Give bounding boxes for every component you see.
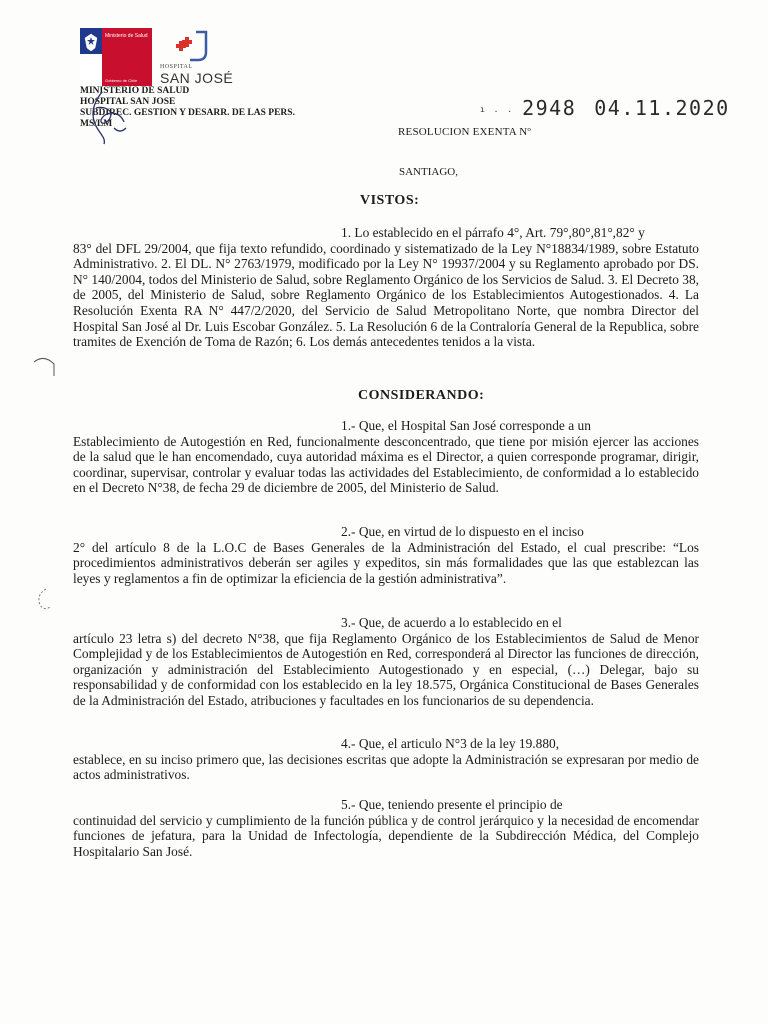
stamp-prefix: ı . . [480, 105, 515, 114]
considerando-item-first-line: 1.- Que, el Hospital San José corresponde a un [341, 418, 591, 433]
resolution-date: 04.11.2020 [594, 96, 730, 120]
vistos-first-line: 1. Lo establecido en el párrafo 4°, Art. 79°,80°,81°,82° y [341, 225, 645, 240]
considerando-item-body: Establecimiento de Autogestión en Red, funcionalmente desconcentrado, que tiene por misión ejercer las acciones de la salud que le han encomendado, cuya autoridad máxima es el Director, a quien corresponde programar, dirigir, coordinar, supervisar, controlar y evaluar todas las actividades del Establecimiento, de conformidad a lo establecido en el Decreto N°38, de fecha 29 de diciembre de 2005, del Ministerio de Salud. [73, 433, 699, 496]
considerando-item-body: continuidad del servicio y cumplimiento de la función pública y de control jerárquico y la necesidad de encomendar funciones de jefatura, para la Unidad de Infectología, dependiente de la Subdirección Médica, del Complejo Hospitalario San José. [73, 812, 699, 859]
vistos-body: 83° del DFL 29/2004, que fija texto refundido, coordinado y sistematizado de la Ley N°18834/1989, sobre Estatuto Administrativo. 2. El DL. N° 2763/1979, modificado por la Ley N° 19937/2004 y su Reglamento aprobado por DS. N° 140/2004, todos del Ministerio de Salud, sobre Reglamento Orgánico de los Servicios de Salud. 3. El Decreto 38, de 2005, del Ministerio de Salud, sobre Reglamento Orgánico de los Establecimientos Autogestionados. 4. La Resolución Exenta RA N° 447/2/2020, del Servicio de Salud Metropolitano Norte, que nombra Director del Hospital San José al Dr. Luis Escobar González. 5. La Resolución 6 de la Contraloría General de la Republica, sobre tramites de Exención de Toma de Razón; 6. Los demás antecedentes tenidos a la vista. [73, 240, 699, 350]
considerando-item-first-line: 4.- Que, el articulo N°3 de la ley 19.880, [341, 736, 560, 751]
vistos-title: VISTOS: [360, 193, 420, 208]
hospital-small-label: HOSPITAL [160, 64, 193, 70]
considerando-item-body: establece, en su inciso primero que, las decisiones escritas que adopte la Administración se expresaran por medio de actos administrativos. [73, 751, 699, 783]
punch-hole-mark [30, 585, 60, 615]
ministerio-logo [80, 28, 152, 86]
resolution-number: 2948 [522, 96, 577, 120]
considerando-item-5 [73, 797, 699, 859]
hospital-cross-icon [176, 32, 206, 60]
resolution-stamp [480, 96, 730, 120]
header-line-hospital: HOSPITAL SAN JOSE [80, 97, 176, 107]
considerando-item-first-line: 2.- Que, en virtud de lo dispuesto en el inciso [341, 524, 584, 539]
resolution-label: RESOLUCION EXENTA Nº [398, 126, 532, 138]
considerando-item-first-line: 5.- Que, teniendo presente el principio de [341, 797, 563, 812]
signature-mark [84, 88, 134, 146]
considerando-item-body: artículo 23 letra s) del decreto N°38, que fija Reglamento Orgánico de los Establecimientos de Salud de Menor Complejidad y de los Establecimientos de Autogestión en Red, corresponderá al Director las funciones de dirección, organización y administración del Establecimiento Autogestionado y en especial, (…) Delegar, bajo su responsabilidad y de conformidad con los establecido en la ley 18.575, Orgánica Constitucional de Bases Generales de la Administración del Estado, atribuciones y facultades en los funcionarios de su dependencia. [73, 630, 699, 708]
header-line-ministerio: MINISTERIO DE SALUD [80, 86, 190, 96]
considerando-item-1 [73, 418, 699, 496]
considerando-item-body: 2° del artículo 8 de la L.O.C de Bases Generales de la Administración del Estado, el cual prescribe: “Los procedimientos administrativos deberán ser agiles y expeditos, sin más formalidades que las que establezcan las leyes y reglamentos a fin de optimizar la eficiencia de la gestión administrativa”. [73, 539, 699, 586]
considerando-item-4 [73, 736, 699, 783]
ministerio-logo-sub: Gobierno de Chile [105, 78, 138, 83]
considerando-item-first-line: 3.- Que, de acuerdo a lo establecido en el [341, 615, 562, 630]
header-line-initials: MS/LM [80, 119, 113, 129]
vistos-paragraph [73, 225, 699, 350]
considerando-title: CONSIDERANDO: [358, 388, 485, 403]
hospital-logo [160, 30, 240, 64]
hospital-name: SAN JOSÉ [160, 70, 234, 86]
city-label: SANTIAGO, [399, 166, 458, 178]
considerando-item-2 [73, 524, 699, 586]
header-line-subdireccion: SUBDIREC. GESTION Y DESARR. DE LAS PERS. [80, 108, 295, 118]
ministerio-logo-text: Ministerio de Salud [105, 33, 148, 39]
considerando-item-3 [73, 615, 699, 709]
punch-hole-mark [30, 350, 60, 380]
